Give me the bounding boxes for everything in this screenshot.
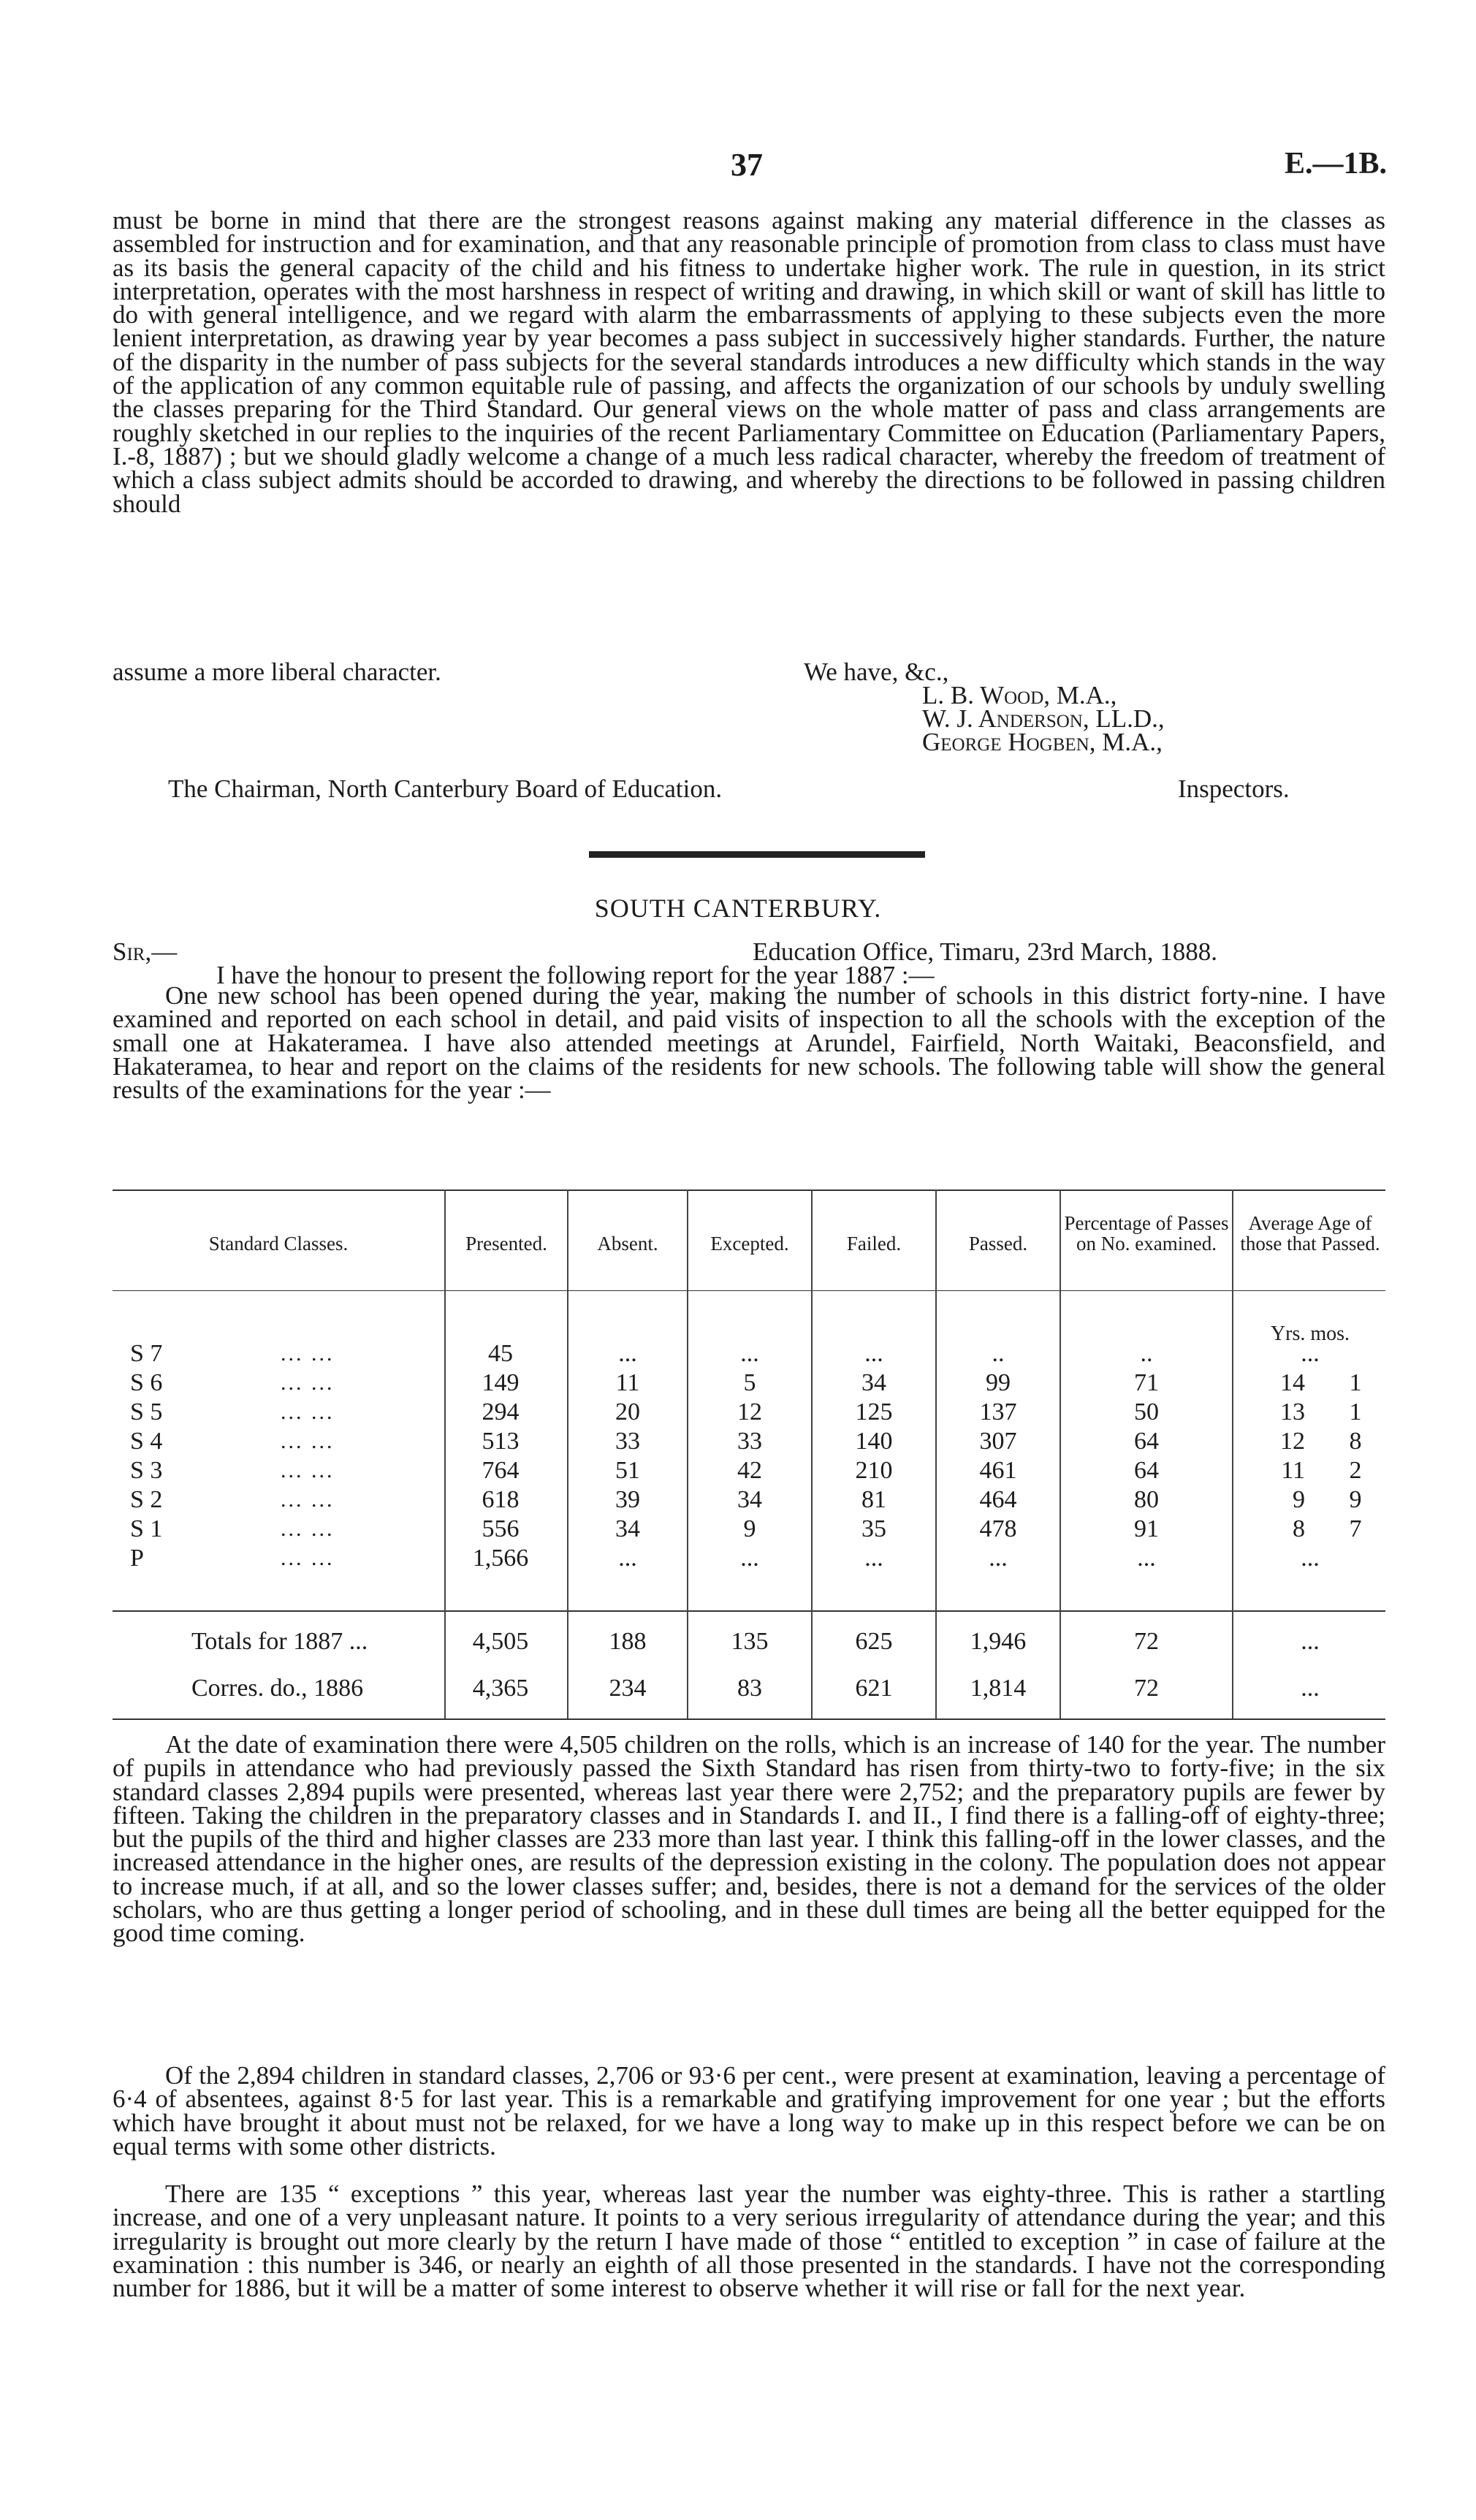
- header-presented: Presented.: [465, 1233, 547, 1255]
- closing-we-have: We have, &c.,: [804, 658, 949, 686]
- header-passed: Passed.: [968, 1233, 1028, 1255]
- header-percentage: Percentage of Passes on No. examined.: [1064, 1212, 1229, 1255]
- intro-paragraph: must be borne in mind that there are the strongest reasons against making any material difference in the classes as assembled for instruction and for examination, and that any reasonable principle of promotion from class to class must have as its basis the general capacity of the child and his fitness to undertake higher work. The rule in question, in its strict interpretation, operates with the most harshness in respect of writing and drawing, in which skill or want of skill has little to do with general intelligence, and we regard with alarm the embarrassments of applying to these subjects even the more lenient interpretation, as drawing year by year becomes a pass subject in successively higher standards. Further, the nature of the disparity in the number of pass subjects for the several standards introduces a new difficulty which stands in the way of the application of any common equitable rule of passing, and affects the organization of our schools by unduly swelling the classes preparing for the Third Standard. Our general views on the whole matter of pass and class arrangements are roughly sketched in our replies to the inquiries of the recent Parliamentary Committee on Education (Parliamentary Papers, I.-8, 1887) ; but we should gladly welcome a change of a much less radical character, whereby the freedom of treatment of which a class subject admits should be accorded to drawing, and whereby the directions to be followed in passing children should: [113, 206, 1385, 518]
- header-failed: Failed.: [846, 1233, 902, 1255]
- row-label: P: [130, 1545, 144, 1572]
- row-label: S 1: [130, 1515, 163, 1542]
- signatory-anderson: W. J. Anderson, LL.D.,: [922, 704, 1165, 733]
- table-header-rule: [113, 1290, 1385, 1291]
- header-absent: Absent.: [597, 1233, 658, 1255]
- report-opening: I have the honour to present the following report for the year 1887 :—: [216, 961, 935, 989]
- report-paragraph-exceptions: There are 135 “ exceptions ” this year, whereas last year the number was eighty-three. This is rather a startling increase, and one of a very unpleasant nature. It points to a very serious irregularity of attendance during the year; and this irregularity is brought out more clearly by the return I have made of those “ entitled to exception ” in case of failure at the examination : this number is 346, or nearly an eighth of all those presented in the standards. I have not the corresponding number for 1886, but it will be a matter of some interest to observe whether it will rise or fall for the next year.: [113, 2180, 1385, 2303]
- dateline: Education Office, Timaru, 23rd March, 1888.: [753, 937, 1218, 966]
- row-label: S 7: [130, 1340, 163, 1367]
- signatory-hogben: George Hogben, M.A.,: [922, 728, 1163, 756]
- header-standard-classes: Standard Classes.: [208, 1233, 349, 1255]
- report-paragraph-attendance: At the date of examination there were 4,505 children on the rolls, which is an increase of 140 for the year. The number of pupils in attendance who had previously passed the Sixth Standard has risen from thirty-two to forty-five; in the six standard classes 2,894 pupils were presented, whereas last year there were 2,752; and the preparatory pupils are fewer by fifteen. Taking the children in the preparatory classes and in Standards I. and II., I find there is a falling-off of eighty-three; but the pupils of the third and higher classes are 233 more than last year. I think this falling-off in the lower classes, and the increased attendance in the higher ones, are results of the depression existing in the colony. The population does not appear to increase much, if at all, and so the lower classes suffer; and, besides, there is not a demand for the services of the older scholars, who are thus getting a longer period of schooling, and in these dull times are being all the better equipped for the good time coming.: [113, 1730, 1385, 1948]
- section-title: SOUTH CANTERBURY.: [594, 894, 882, 923]
- row-label: S 3: [130, 1457, 163, 1484]
- report-paragraph-absentees: Of the 2,894 children in standard classes, 2,706 or 93·6 per cent., were present at examination, leaving a percentage of 6·4 of absentees, against 8·5 for last year. This is a remarkable and gratifying improvement for one year ; but the efforts which have brought it about must not be relaxed, for we have a long way to make up in this respect before we can be on equal terms with some other districts.: [113, 2061, 1385, 2161]
- document-reference: E.—1B.: [1284, 147, 1387, 180]
- addressee: The Chairman, North Canterbury Board of Education.: [168, 774, 723, 803]
- table-top-rule: [113, 1189, 1385, 1191]
- table-body-rule: [113, 1610, 1385, 1612]
- page-number: 37: [731, 147, 763, 183]
- age-units: Yrs. mos.: [1270, 1322, 1350, 1345]
- header-average-age: Average Age of those that Passed.: [1240, 1212, 1380, 1255]
- signatory-wood: L. B. Wood, M.A.,: [922, 681, 1117, 709]
- intro-last-line: assume a more liberal character.: [113, 658, 441, 686]
- row-label: S 6: [130, 1369, 163, 1396]
- section-divider: [589, 851, 925, 858]
- report-paragraph-schools: One new school has been opened during the year, making the number of schools in this district forty-nine. I have examined and reported on each school in detail, and paid visits of inspection to all the schools with the exception of the small one at Hakateramea. I have also attended meetings at Arundel, Fairfield, North Waitaki, Beaconsfield, and Hakateramea, to hear and report on the claims of the residents for new schools. The following table will show the general results of the examinations for the year :—: [113, 981, 1385, 1105]
- table-bottom-rule: [113, 1718, 1385, 1720]
- row-label: S 2: [130, 1486, 163, 1513]
- examination-results-table: Standard Classes. Presented. Absent. Excepted. Failed. Passed. Percentage of Passes on No. examined. Average Age of those that Passed. Yrs. mos. S 7 ... ... 45 ... ... ... .. .. ... S 6 ... ... 149 11 5 34 99 71 14 1 S 5 ... ... 294 20 12 125 137 50 13 1 S 4 ... ... 513 33 33 140 307 64 12 8 S 3 ... ... 764 51 42 210 461 64 11 2 S 2 ... ... 618 39 34 81 464 80 9 9 S 1 ... ... 556 34 9 35 478 91 8 7 P ... ... 1,566 ... ... ... ... ... ... Totals for 1887 ... 4,505 188 135 625 1,946 72 ... Corres. do., 1886 4,365 234 83 621 1,814 72 ...: [113, 1189, 1385, 1720]
- header-excepted: Excepted.: [710, 1233, 789, 1255]
- page-header: [0, 146, 1476, 190]
- row-label: S 4: [130, 1428, 163, 1455]
- row-label: S 5: [130, 1398, 163, 1425]
- signatory-role: Inspectors.: [1178, 774, 1290, 803]
- salutation: Sir,—: [113, 937, 178, 966]
